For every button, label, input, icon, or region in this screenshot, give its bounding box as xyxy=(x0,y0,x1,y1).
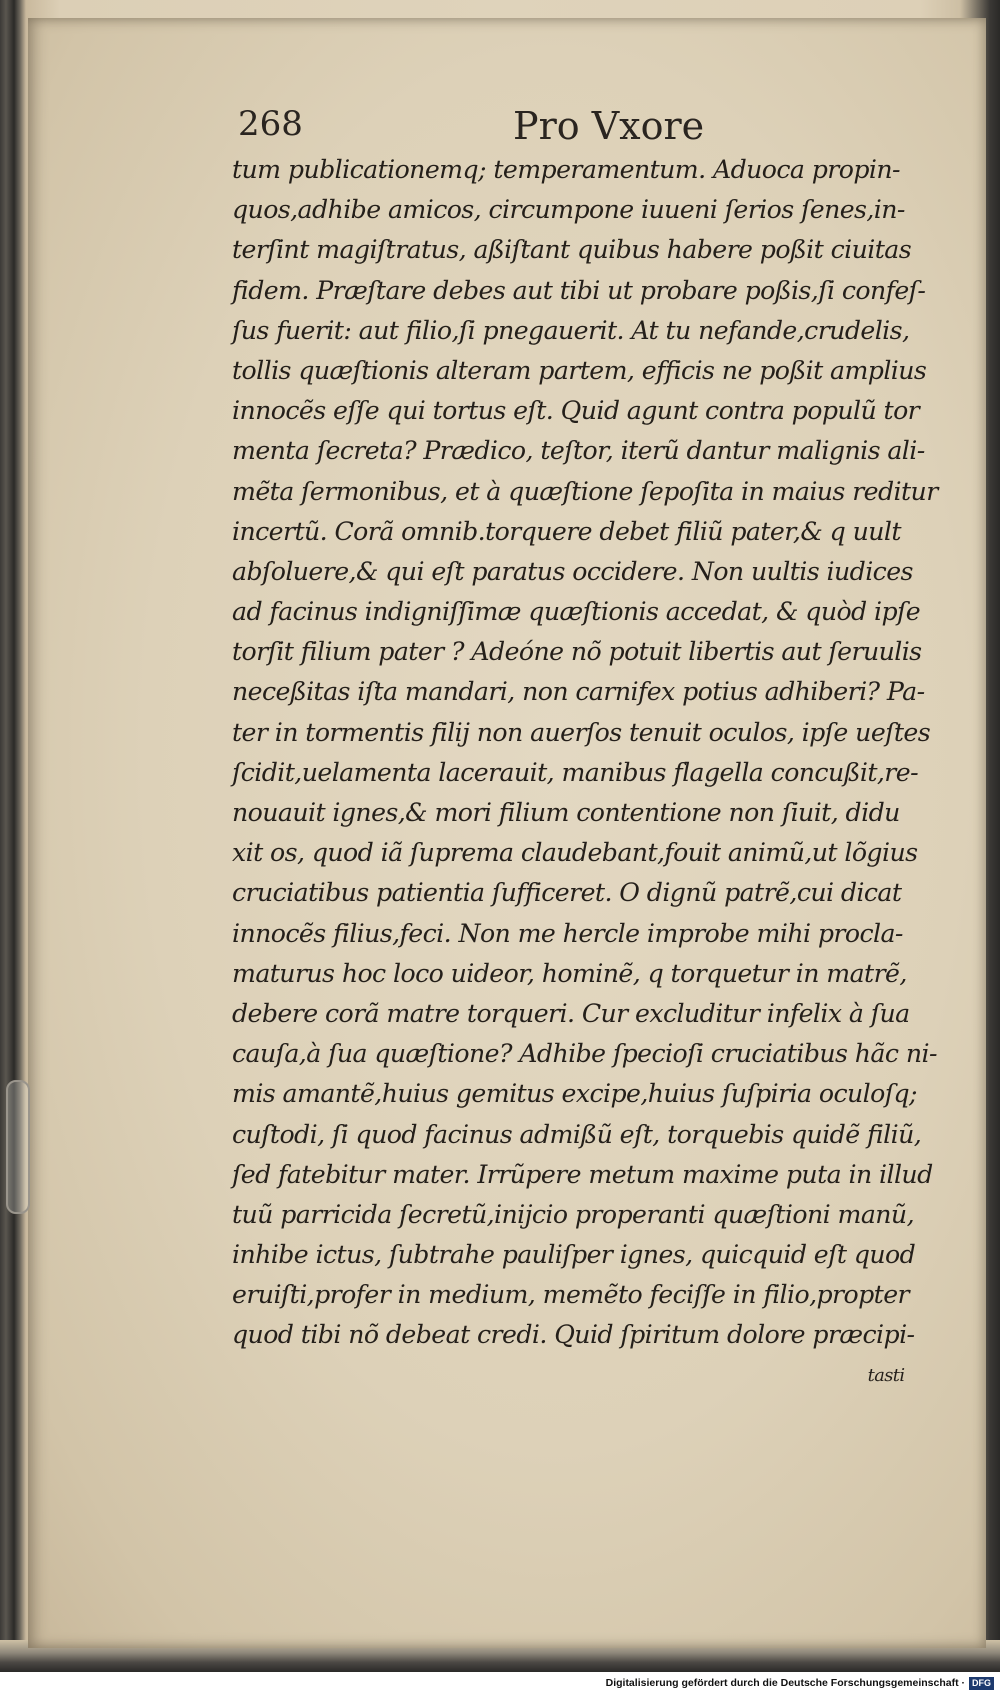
text-line: menta ſecreta? Prædico, teſtor, iterũ dantur malignis ali- xyxy=(232,436,925,467)
dfg-credit-text: Digitalisierung gefördert durch die Deutsche Forschungsgemeinschaft · xyxy=(605,1677,965,1689)
text-line: cuſtodi, ſi quod facinus admißũ eſt, torquebis quidẽ filiũ, xyxy=(232,1119,922,1150)
text-line: xit os, quod iã ſuprema claudebant,fouit animũ,ut lõgius xyxy=(232,838,918,869)
text-line: fidem. Præſtare debes aut tibi ut probare poßis,ſi confeſ- xyxy=(232,275,926,306)
text-line: quos,adhibe amicos, circumpone iuueni ſerios ſenes,in- xyxy=(232,195,905,226)
page-clip xyxy=(6,1080,30,1214)
text-line: ſed fatebitur mater. Irrũpere metum maxime puta in illud xyxy=(232,1159,933,1190)
text-line: neceßitas iſta mandari, non carnifex potius adhiberi? Pa- xyxy=(232,677,925,708)
text-line: maturus hoc loco uideor, hominẽ, q torquetur in matrẽ, xyxy=(232,958,907,989)
text-line: mẽta ſermonibus, et à quæſtione ſepoſita in maius reditur xyxy=(232,476,938,507)
body-text xyxy=(232,150,952,1396)
text-line: quod tibi nõ debeat credi. Quid ſpiritum dolore præcipi- xyxy=(232,1320,915,1351)
running-head: Pro Vxore xyxy=(513,104,705,148)
text-line: inhibe ictus, ſubtrahe pauliſper ignes, quicquid eſt quod xyxy=(232,1240,916,1271)
text-line: mis amantẽ,huius gemitus excipe,huius ſuſpiria oculoſq; xyxy=(232,1079,917,1110)
text-line: innocẽs eſſe qui tortus eſt. Quid agunt contra populũ tor xyxy=(232,396,920,427)
text-line: nouauit ignes,& mori filium contentione non ſiuit, didu xyxy=(232,798,900,828)
text-line: abſoluere,& qui eſt paratus occidere. Non uultis iudices xyxy=(232,556,913,587)
text-line: incertũ. Corã omnib.torquere debet filiũ pater,& q uult xyxy=(232,516,901,547)
text-line: terſint magiſtratus, aßiſtant quibus habere poßit ciuitas xyxy=(232,235,912,266)
page-header xyxy=(238,104,938,154)
text-line: tuũ parricida ſecretũ,inijcio properanti quæſtioni manũ, xyxy=(232,1199,915,1230)
text-line: eruiſti,profer in medium, memẽto feciſſe in filio,propter xyxy=(232,1280,910,1311)
dfg-logo-icon: DFG xyxy=(969,1677,994,1690)
text-line: tollis quæſtionis alteram partem, efficis ne poßit amplius xyxy=(232,355,927,386)
text-line: torſit filium pater ? Adeóne nõ potuit libertis aut ſeruulis xyxy=(232,637,922,668)
text-line: ſus fuerit: aut filio,ſi pnegauerit. At tu nefande,crudelis, xyxy=(232,315,910,346)
digitization-footer xyxy=(606,1674,994,1692)
text-line: debere corã matre torqueri. Cur excluditur infelix à ſua xyxy=(232,998,910,1029)
text-line: ſcidit,uelamenta lacerauit, manibus flagella concußit,re- xyxy=(232,757,919,788)
text-line: ad facinus indigniſſimæ quæſtionis accedat, & quòd ipſe xyxy=(232,597,921,628)
text-line: ter in tormentis filij non auerſos tenuit oculos, ipſe ueſtes xyxy=(232,717,931,748)
text-line: cruciatibus patientia ſufficeret. O dignũ patrẽ,cui dicat xyxy=(232,878,902,909)
text-line: tum publicationemq; temperamentum. Aduoca propin- xyxy=(232,155,900,185)
text-line: innocẽs filius,feci. Non me hercle improbe mihi procla- xyxy=(232,918,903,949)
page-number: 268 xyxy=(238,104,303,144)
text-line: cauſa,à ſua quæſtione? Adhibe ſpecioſi cruciatibus hãc ni- xyxy=(232,1039,937,1070)
text-line: tasti xyxy=(867,1364,905,1386)
